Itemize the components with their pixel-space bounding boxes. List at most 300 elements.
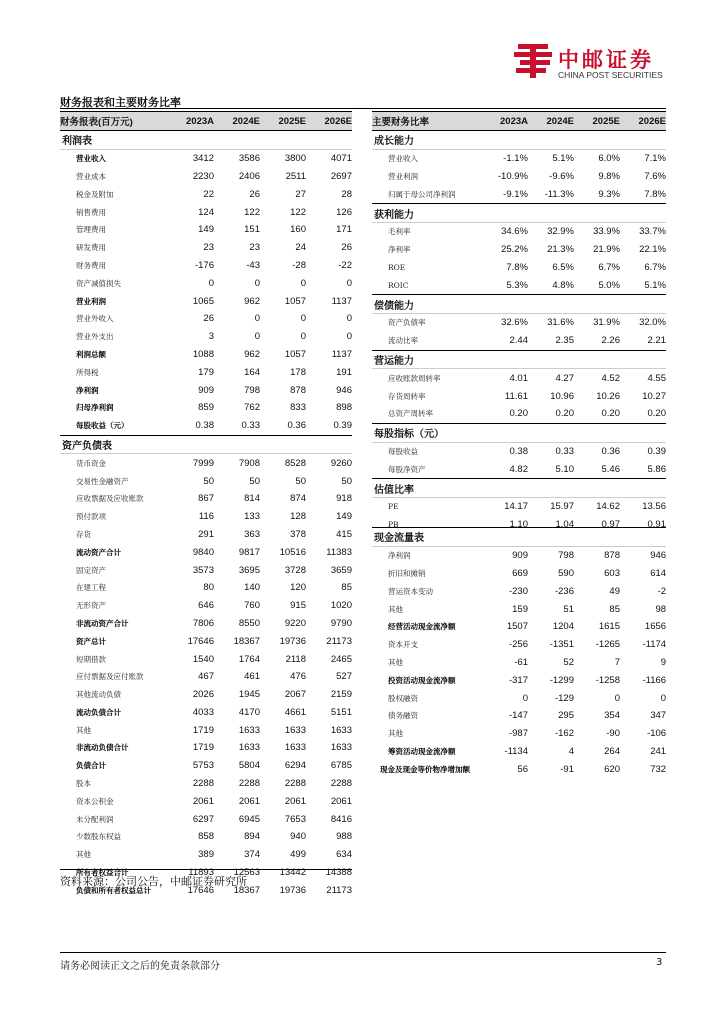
row-value: 12563 — [233, 867, 260, 879]
row-value: 1088 — [192, 348, 214, 360]
row-value: 10.26 — [596, 390, 620, 402]
row-value: 6294 — [284, 760, 306, 772]
row-value: 798 — [244, 384, 260, 396]
row-value: -9.1% — [503, 188, 528, 200]
row-value: 9.3% — [598, 188, 620, 200]
row-value: 291 — [198, 528, 214, 540]
row-value: 5.3% — [506, 279, 528, 291]
row-value: 98 — [655, 603, 667, 615]
table-row — [372, 442, 666, 460]
row-label: 无形资产 — [76, 601, 106, 611]
row-value: 11383 — [326, 546, 352, 558]
row-label: 销售费用 — [76, 207, 106, 217]
table-row — [60, 721, 352, 739]
row-value: 2.21 — [647, 335, 666, 347]
cash-flow-title: 现金流量表 — [374, 533, 424, 545]
row-value: 50 — [295, 475, 306, 487]
table-row — [372, 369, 666, 387]
row-value: 2061 — [192, 795, 214, 807]
table-row — [372, 460, 666, 478]
year-column-header: 2024E — [546, 115, 574, 127]
row-label: 经营活动现金流净额 — [388, 622, 456, 632]
page-number: 3 — [656, 957, 663, 968]
row-value: 23 — [203, 242, 214, 254]
table-row — [372, 276, 666, 294]
row-value: 378 — [290, 528, 306, 540]
row-value: -11.3% — [544, 188, 574, 200]
row-value: 6297 — [192, 813, 214, 825]
row-value: 9817 — [238, 546, 260, 558]
row-value: -256 — [508, 639, 528, 651]
row-value: 17646 — [187, 635, 214, 647]
row-label: 存货周转率 — [388, 391, 426, 401]
row-value: 374 — [244, 849, 260, 861]
row-value: 2067 — [284, 689, 306, 701]
section-label: 营运能力 — [374, 355, 414, 367]
row-label: ROE — [388, 262, 406, 272]
row-label: 其他 — [388, 604, 403, 614]
row-value: 33.7% — [639, 226, 666, 238]
table-row — [60, 203, 352, 221]
table-row — [60, 739, 352, 757]
row-value: 0.33 — [241, 420, 260, 432]
row-value: 2511 — [285, 170, 306, 182]
row-value: 160 — [290, 224, 306, 236]
row-value: 1137 — [331, 295, 352, 307]
row-value: 21173 — [326, 884, 352, 896]
row-value: 0.38 — [509, 445, 528, 457]
company-logo — [512, 40, 672, 84]
financial-statements-table — [60, 111, 352, 899]
row-value: 4.82 — [509, 463, 528, 475]
row-value: 1719 — [192, 724, 214, 736]
row-value: 1945 — [238, 689, 260, 701]
row-value: 5.0% — [598, 279, 620, 291]
row-label: 税金及附加 — [76, 189, 114, 199]
row-value: 128 — [290, 511, 306, 523]
row-value: 0.39 — [333, 420, 352, 432]
row-value: 4 — [568, 745, 574, 757]
row-value: 0 — [522, 692, 528, 704]
row-value: 1764 — [238, 653, 260, 665]
row-value: 2697 — [330, 170, 352, 182]
row-value: 34.6% — [501, 226, 528, 238]
row-value: 8528 — [284, 457, 306, 469]
row-value: 122 — [244, 206, 260, 218]
row-value: 1057 — [284, 348, 306, 360]
row-value: 833 — [290, 402, 306, 414]
table-section-row — [372, 350, 666, 369]
row-value: -1174 — [642, 639, 667, 651]
row-value: 21.9% — [593, 244, 620, 256]
row-value: 5.1% — [552, 153, 574, 165]
row-label: 研发费用 — [76, 243, 106, 253]
disclaimer-footer: 请务必阅读正文之后的免责条款部分 — [60, 961, 220, 972]
row-value: 13.56 — [642, 501, 666, 513]
cash-flow-table — [372, 527, 666, 778]
row-value: 814 — [244, 493, 260, 505]
row-value: 7.6% — [644, 170, 666, 182]
row-value: 2061 — [284, 795, 306, 807]
row-value: 25.2% — [501, 244, 528, 256]
row-value: 6.7% — [598, 261, 620, 273]
row-value: 4.01 — [509, 372, 528, 384]
row-label: 其他 — [76, 725, 91, 735]
table-row — [60, 399, 352, 417]
row-value: 2465 — [330, 653, 352, 665]
table-section-row — [372, 528, 666, 547]
row-value: -9.6% — [549, 170, 574, 182]
row-value: 0.20 — [601, 408, 620, 420]
row-value: 6.0% — [598, 153, 620, 165]
row-label: 营业成本 — [76, 171, 106, 181]
row-value: 0.20 — [555, 408, 574, 420]
row-label: 其他流动负债 — [76, 690, 121, 700]
table-row — [60, 490, 352, 508]
row-value: 0 — [614, 692, 620, 704]
table-row — [60, 650, 352, 668]
row-value: 0 — [346, 331, 352, 343]
row-value: 988 — [336, 831, 352, 843]
row-value: 354 — [604, 710, 620, 722]
row-label: 现金及现金等价物净增加额 — [380, 764, 470, 774]
row-value: 0.33 — [555, 445, 574, 457]
row-value: -236 — [554, 585, 574, 597]
table-header-row — [372, 112, 666, 131]
row-value: 7653 — [284, 813, 306, 825]
row-label: 在建工程 — [76, 583, 106, 593]
row-value: 858 — [198, 831, 214, 843]
row-value: 867 — [198, 493, 214, 505]
row-label: 应收票据及应收账款 — [76, 494, 144, 504]
row-value: -28 — [292, 259, 306, 271]
row-value: 13442 — [279, 867, 306, 879]
table-row — [60, 417, 352, 435]
row-value: -1166 — [642, 674, 667, 686]
row-value: 22.1% — [639, 244, 666, 256]
table-row — [372, 707, 666, 725]
table-row — [372, 168, 666, 186]
row-label: 交易性金融资产 — [76, 476, 129, 486]
row-value: 4.27 — [555, 372, 574, 384]
row-value: 2406 — [238, 170, 260, 182]
row-value: 5804 — [238, 760, 260, 772]
row-value: 1.10 — [509, 519, 528, 531]
row-value: 1615 — [598, 621, 620, 633]
table-row — [372, 546, 666, 564]
row-label: 利润总额 — [76, 349, 106, 359]
row-value: 1633 — [330, 742, 352, 754]
table-row — [372, 636, 666, 654]
row-label: 应收账款周转率 — [388, 373, 441, 383]
row-value: 3412 — [192, 153, 214, 165]
row-value: 4.8% — [552, 279, 574, 291]
row-value: 859 — [198, 402, 214, 414]
row-value: 33.9% — [593, 226, 620, 238]
row-label: 非流动负债合计 — [76, 743, 129, 753]
row-value: 15.97 — [550, 501, 574, 513]
row-value: 124 — [198, 206, 214, 218]
row-value: 11893 — [188, 867, 214, 879]
row-value: 5151 — [330, 706, 352, 718]
row-value: 0 — [254, 313, 260, 325]
row-value: 3728 — [284, 564, 306, 576]
row-value: 732 — [650, 763, 667, 775]
row-label: 短期借款 — [76, 654, 106, 664]
row-value: 18367 — [233, 635, 260, 647]
row-label: 营业收入 — [76, 154, 106, 164]
row-value: 0.38 — [195, 420, 214, 432]
row-value: 5.1% — [644, 279, 666, 291]
row-value: 646 — [198, 600, 214, 612]
row-value: 179 — [198, 366, 214, 378]
row-value: 10516 — [279, 546, 306, 558]
table-section-row — [372, 423, 666, 442]
table-header-title: 财务报表(百万元) — [60, 117, 133, 128]
table-row — [372, 760, 666, 778]
row-value: 467 — [198, 671, 214, 683]
row-value: 9 — [660, 656, 667, 668]
row-value: 52 — [563, 656, 574, 668]
row-value: 1633 — [284, 742, 306, 754]
row-value: 14.17 — [504, 501, 528, 513]
table-row — [372, 654, 666, 672]
row-value: 191 — [336, 366, 352, 378]
row-value: 1656 — [644, 621, 667, 633]
row-value: -10.9% — [497, 170, 528, 182]
row-value: 5753 — [192, 760, 214, 772]
row-value: 3 — [208, 331, 214, 343]
row-label: 管理费用 — [76, 225, 106, 235]
row-label: 归母净利润 — [76, 403, 114, 413]
table-row — [60, 149, 352, 167]
row-value: 669 — [512, 567, 528, 579]
row-value: 0 — [300, 331, 306, 343]
row-value: 18367 — [233, 884, 260, 896]
row-value: 14388 — [325, 867, 352, 879]
row-label: 资本开支 — [388, 640, 418, 650]
row-value: 4.55 — [647, 372, 666, 384]
row-value: 1633 — [330, 724, 352, 736]
row-value: 620 — [604, 763, 620, 775]
row-value: 241 — [650, 745, 667, 757]
table-row — [60, 810, 352, 828]
row-value: 603 — [604, 567, 620, 579]
table-row — [372, 149, 666, 167]
row-value: 4661 — [284, 706, 306, 718]
row-value: -22 — [338, 259, 352, 271]
table-row — [60, 828, 352, 846]
title-divider — [60, 108, 666, 109]
row-label: 资产减值损失 — [76, 278, 121, 288]
row-value: 32.6% — [501, 317, 528, 329]
row-value: 2061 — [330, 795, 352, 807]
row-label: 营业收入 — [388, 154, 418, 164]
row-value: 26 — [249, 188, 260, 200]
row-label: 流动资产合计 — [76, 547, 121, 557]
row-value: 50 — [249, 475, 260, 487]
row-label: 营业外收入 — [76, 314, 114, 324]
row-value: 1065 — [192, 295, 214, 307]
row-label: 营业外支出 — [76, 332, 114, 342]
row-value: 461 — [244, 671, 260, 683]
row-value: 120 — [290, 582, 306, 594]
row-value: 476 — [290, 671, 306, 683]
row-value: 4033 — [192, 706, 214, 718]
row-value: 126 — [336, 206, 352, 218]
row-value: 149 — [336, 511, 352, 523]
row-label: PE — [388, 502, 399, 512]
table-row — [60, 543, 352, 561]
section-title: 财务报表和主要财务比率 — [60, 96, 181, 109]
row-value: 0 — [660, 692, 667, 704]
table-row — [372, 185, 666, 203]
row-value: 0 — [300, 313, 306, 325]
row-value: 149 — [198, 224, 214, 236]
row-value: 4.52 — [601, 372, 620, 384]
row-value: 1633 — [238, 742, 260, 754]
row-value: 0 — [346, 277, 352, 289]
row-value: 2288 — [238, 778, 260, 790]
row-value: 6785 — [330, 760, 352, 772]
row-value: 10.27 — [642, 390, 666, 402]
row-value: 2288 — [330, 778, 352, 790]
table-section-row — [372, 479, 666, 498]
row-label: PB — [388, 520, 399, 530]
row-value: 80 — [203, 582, 214, 594]
table-row — [60, 597, 352, 615]
row-value: 3800 — [284, 153, 306, 165]
row-value: 2026 — [192, 689, 214, 701]
row-value: 798 — [558, 550, 574, 562]
row-value: 7 — [614, 656, 620, 668]
row-value: 7806 — [192, 617, 214, 629]
row-value: 3573 — [192, 564, 214, 576]
row-label: 所得税 — [76, 367, 99, 377]
year-column-header: 2026E — [638, 115, 666, 127]
table-row — [60, 346, 352, 364]
table-row — [60, 526, 352, 544]
row-label: 营运资本变动 — [388, 586, 433, 596]
row-value: 962 — [244, 348, 260, 360]
row-value: -2 — [657, 585, 667, 597]
table-row — [60, 292, 352, 310]
row-value: 0.39 — [647, 445, 666, 457]
section-label: 获利能力 — [374, 209, 414, 221]
row-value: 85 — [609, 603, 620, 615]
table-row — [60, 668, 352, 686]
row-value: 31.9% — [593, 317, 620, 329]
table-row — [372, 332, 666, 350]
table-row — [60, 775, 352, 793]
row-label: 非流动资产合计 — [76, 618, 129, 628]
table-bottom-divider — [60, 869, 352, 870]
row-value: 4170 — [238, 706, 260, 718]
row-label: 财务费用 — [76, 260, 106, 270]
table-row — [60, 168, 352, 186]
row-value: -1351 — [549, 639, 574, 651]
row-value: -230 — [508, 585, 528, 597]
row-value: 85 — [341, 582, 352, 594]
row-value: 415 — [336, 528, 352, 540]
table-row — [372, 241, 666, 259]
section-label: 估值比率 — [374, 484, 414, 496]
row-value: 21173 — [326, 635, 352, 647]
row-value: 264 — [604, 745, 620, 757]
row-value: -1299 — [549, 674, 574, 686]
table-row — [60, 704, 352, 722]
row-label: 营业利润 — [76, 296, 106, 306]
row-value: 2288 — [192, 778, 214, 790]
row-label: 投资活动现金流净额 — [388, 675, 456, 685]
row-value: 11.61 — [504, 390, 528, 402]
row-value: 0 — [254, 331, 260, 343]
row-value: 1204 — [552, 621, 574, 633]
row-value: 2.35 — [555, 335, 574, 347]
row-value: 3586 — [238, 153, 260, 165]
row-value: 760 — [244, 600, 260, 612]
row-value: 2.44 — [509, 335, 528, 347]
table-row — [60, 310, 352, 328]
row-value: -61 — [514, 656, 528, 668]
row-label: ROIC — [388, 280, 409, 290]
table-section-row — [60, 435, 352, 454]
table-header-title: 主要财务比率 — [372, 117, 430, 128]
year-column-header: 2023A — [500, 115, 528, 127]
row-value: 389 — [198, 849, 214, 861]
year-column-header: 2024E — [232, 115, 260, 127]
row-label: 债务融资 — [388, 711, 418, 721]
table-row — [60, 561, 352, 579]
row-label: 其他 — [388, 729, 403, 739]
row-label: 负债和所有者权益总计 — [76, 885, 151, 895]
row-value: 22 — [203, 188, 214, 200]
row-value: 7.8% — [506, 261, 528, 273]
financial-ratios-table — [372, 111, 666, 534]
row-value: -91 — [560, 763, 574, 775]
row-value: 9260 — [330, 457, 352, 469]
row-value: -162 — [554, 728, 574, 740]
row-label: 存货 — [76, 529, 91, 539]
row-value: 0 — [300, 277, 306, 289]
row-value: 946 — [650, 550, 667, 562]
row-value: 27 — [295, 188, 306, 200]
row-value: 4071 — [330, 153, 352, 165]
row-value: 1.04 — [555, 519, 574, 531]
row-value: 946 — [336, 384, 352, 396]
table-row — [372, 565, 666, 583]
row-value: -1265 — [595, 639, 620, 651]
table-section-row — [372, 204, 666, 223]
table-row — [60, 381, 352, 399]
row-value: -129 — [554, 692, 574, 704]
row-value: 24 — [295, 242, 306, 254]
table-row — [372, 387, 666, 405]
row-value: 1633 — [284, 724, 306, 736]
row-value: 1137 — [331, 348, 352, 360]
row-value: 898 — [336, 402, 352, 414]
row-value: 133 — [244, 511, 260, 523]
row-value: 5.46 — [601, 463, 620, 475]
row-value: 0 — [208, 277, 214, 289]
row-value: 151 — [244, 224, 260, 236]
table-row — [372, 743, 666, 761]
row-value: 6.5% — [552, 261, 574, 273]
row-label: 所有者权益合计 — [76, 868, 129, 878]
row-value: 363 — [244, 528, 260, 540]
row-label: 归属于母公司净利润 — [388, 189, 456, 199]
row-value: 56 — [517, 763, 528, 775]
